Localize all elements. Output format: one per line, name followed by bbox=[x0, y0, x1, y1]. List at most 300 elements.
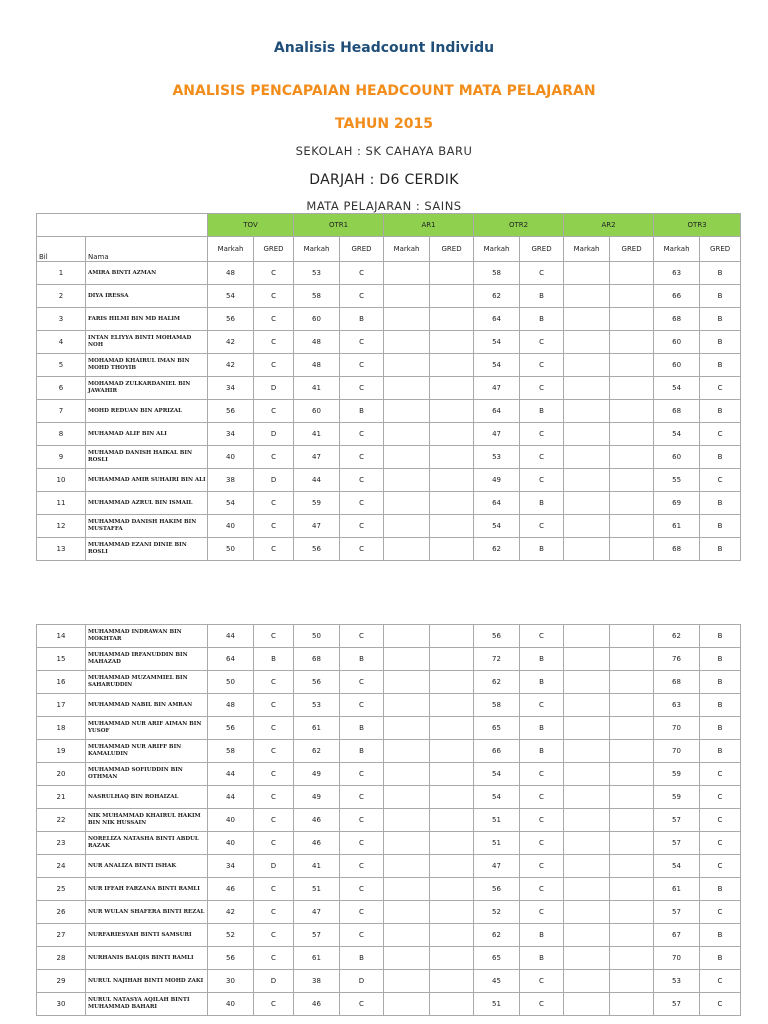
ar1-gred-cell bbox=[430, 671, 474, 694]
otr3-markah-cell: 57 bbox=[654, 993, 700, 1016]
otr1-gred-cell: B bbox=[340, 400, 384, 423]
otr3-markah-cell: 63 bbox=[654, 694, 700, 717]
tov-markah-cell: 34 bbox=[208, 423, 254, 446]
student-name-cell: MUHAMMAD NUR ARIFF BIN KAMALUDIN bbox=[86, 740, 208, 763]
ar2-gred-cell bbox=[610, 832, 654, 855]
student-name-cell: FARIS HILMI BIN MD HALIM bbox=[86, 308, 208, 331]
markah-header: Markah bbox=[564, 237, 610, 262]
otr3-markah-cell: 70 bbox=[654, 947, 700, 970]
ar1-gred-cell bbox=[430, 308, 474, 331]
otr1-gred-cell: C bbox=[340, 763, 384, 786]
otr2-gred-cell: C bbox=[520, 377, 564, 400]
bil-cell: 1 bbox=[37, 262, 86, 285]
tov-markah-cell: 40 bbox=[208, 832, 254, 855]
student-name-cell: NURFARIESYAH BINTI SAMSURI bbox=[86, 924, 208, 947]
group-header-row bbox=[37, 214, 741, 237]
student-name-cell: NUR IFFAH FARZANA BINTI RAMLI bbox=[86, 878, 208, 901]
bil-cell: 12 bbox=[37, 515, 86, 538]
tov-gred-cell: C bbox=[254, 625, 294, 648]
otr2-markah-cell: 54 bbox=[474, 515, 520, 538]
otr1-markah-cell: 53 bbox=[294, 694, 340, 717]
otr2-markah-cell: 54 bbox=[474, 331, 520, 354]
tov-markah-cell: 50 bbox=[208, 538, 254, 561]
bil-cell: 22 bbox=[37, 809, 86, 832]
table-row bbox=[37, 970, 741, 993]
tov-markah-cell: 52 bbox=[208, 924, 254, 947]
table-row bbox=[37, 786, 741, 809]
otr2-markah-cell: 64 bbox=[474, 308, 520, 331]
student-name-cell: MUHAMMAD INDRAWAN BIN MOKHTAR bbox=[86, 625, 208, 648]
table-row bbox=[37, 400, 741, 423]
tov-markah-cell: 48 bbox=[208, 694, 254, 717]
ar2-gred-cell bbox=[610, 671, 654, 694]
bil-cell: 15 bbox=[37, 648, 86, 671]
ar1-markah-cell bbox=[384, 809, 430, 832]
otr2-gred-cell: B bbox=[520, 538, 564, 561]
otr2-gred-cell: C bbox=[520, 694, 564, 717]
tov-markah-cell: 44 bbox=[208, 763, 254, 786]
ar1-markah-cell bbox=[384, 469, 430, 492]
ar1-gred-cell bbox=[430, 947, 474, 970]
ar1-gred-cell bbox=[430, 855, 474, 878]
student-name-cell: MOHD REDUAN BIN APRIZAL bbox=[86, 400, 208, 423]
student-name-cell: NURHANIS BALQIS BINTI RAMLI bbox=[86, 947, 208, 970]
ar2-markah-cell bbox=[564, 878, 610, 901]
ar2-markah-cell bbox=[564, 694, 610, 717]
student-name-cell: MUHAMMAD NUR ARIF AIMAN BIN YUSOF bbox=[86, 717, 208, 740]
otr1-markah-cell: 41 bbox=[294, 377, 340, 400]
subject-name: MATA PELAJARAN : SAINS bbox=[306, 199, 462, 213]
student-name-cell: NASRULHAQ BIN ROHAIZAL bbox=[86, 786, 208, 809]
ar2-markah-cell bbox=[564, 515, 610, 538]
ar1-markah-cell bbox=[384, 901, 430, 924]
ar1-gred-cell bbox=[430, 285, 474, 308]
ar2-gred-cell bbox=[610, 901, 654, 924]
otr2-gred-cell: C bbox=[520, 809, 564, 832]
gred-header: GRED bbox=[430, 237, 474, 262]
ar1-gred-cell bbox=[430, 924, 474, 947]
otr1-gred-cell: C bbox=[340, 354, 384, 377]
student-name-cell: MOHAMAD KHAIRUL IMAN BIN MOHD THOYIB bbox=[86, 354, 208, 377]
otr1-markah-cell: 59 bbox=[294, 492, 340, 515]
otr1-gred-cell: C bbox=[340, 446, 384, 469]
ar2-markah-cell bbox=[564, 970, 610, 993]
otr3-gred-cell: C bbox=[700, 809, 741, 832]
ar1-markah-cell bbox=[384, 625, 430, 648]
ar2-gred-cell bbox=[610, 538, 654, 561]
otr2-gred-cell: B bbox=[520, 492, 564, 515]
table-row bbox=[37, 740, 741, 763]
ar2-markah-cell bbox=[564, 763, 610, 786]
otr3-gred-cell: B bbox=[700, 331, 741, 354]
otr2-gred-cell: C bbox=[520, 469, 564, 492]
otr2-gred-cell: C bbox=[520, 878, 564, 901]
otr3-markah-cell: 61 bbox=[654, 878, 700, 901]
ar1-gred-cell bbox=[430, 786, 474, 809]
ar1-gred-cell bbox=[430, 694, 474, 717]
otr2-gred-cell: C bbox=[520, 832, 564, 855]
otr3-gred-cell: C bbox=[700, 423, 741, 446]
otr3-gred-cell: B bbox=[700, 878, 741, 901]
ar1-gred-cell bbox=[430, 400, 474, 423]
ar1-markah-cell bbox=[384, 671, 430, 694]
otr2-gred-cell: C bbox=[520, 331, 564, 354]
otr1-gred-cell: C bbox=[340, 625, 384, 648]
otr1-markah-cell: 58 bbox=[294, 285, 340, 308]
otr3-markah-cell: 60 bbox=[654, 354, 700, 377]
ar2-markah-cell bbox=[564, 446, 610, 469]
otr3-gred-cell: B bbox=[700, 648, 741, 671]
otr2-markah-cell: 51 bbox=[474, 832, 520, 855]
otr1-gred-cell: C bbox=[340, 924, 384, 947]
otr3-markah-cell: 57 bbox=[654, 809, 700, 832]
otr2-markah-cell: 52 bbox=[474, 901, 520, 924]
tov-markah-cell: 30 bbox=[208, 970, 254, 993]
otr3-markah-cell: 55 bbox=[654, 469, 700, 492]
tov-gred-cell: C bbox=[254, 993, 294, 1016]
otr3-markah-cell: 57 bbox=[654, 832, 700, 855]
otr2-gred-cell: B bbox=[520, 924, 564, 947]
otr1-markah-cell: 49 bbox=[294, 786, 340, 809]
ar1-markah-cell bbox=[384, 331, 430, 354]
tov-markah-cell: 44 bbox=[208, 625, 254, 648]
ar2-markah-cell bbox=[564, 947, 610, 970]
otr1-gred-cell: C bbox=[340, 878, 384, 901]
group-header-ar2: AR2 bbox=[564, 214, 654, 237]
ar2-markah-cell bbox=[564, 924, 610, 947]
tov-markah-cell: 40 bbox=[208, 515, 254, 538]
ar1-gred-cell bbox=[430, 423, 474, 446]
otr2-markah-cell: 62 bbox=[474, 538, 520, 561]
student-name-cell: MUHAMMAD DANISH HAKIM BIN MUSTAFFA bbox=[86, 515, 208, 538]
tov-markah-cell: 64 bbox=[208, 648, 254, 671]
ar2-markah-cell bbox=[564, 625, 610, 648]
otr1-markah-cell: 47 bbox=[294, 446, 340, 469]
student-name-cell: MOHAMAD ZULKARDANIEL BIN JAWAHIR bbox=[86, 377, 208, 400]
otr1-gred-cell: C bbox=[340, 694, 384, 717]
ar2-gred-cell bbox=[610, 400, 654, 423]
ar2-gred-cell bbox=[610, 331, 654, 354]
bil-cell: 10 bbox=[37, 469, 86, 492]
tov-gred-cell: C bbox=[254, 331, 294, 354]
column-header-row bbox=[37, 237, 741, 262]
ar1-markah-cell bbox=[384, 924, 430, 947]
table-row bbox=[37, 878, 741, 901]
headcount-table-page-2 bbox=[36, 624, 741, 1016]
tov-markah-cell: 56 bbox=[208, 717, 254, 740]
tov-gred-cell: C bbox=[254, 809, 294, 832]
gred-header: GRED bbox=[520, 237, 564, 262]
otr3-markah-cell: 60 bbox=[654, 446, 700, 469]
ar2-gred-cell bbox=[610, 924, 654, 947]
otr2-markah-cell: 65 bbox=[474, 717, 520, 740]
otr2-markah-cell: 51 bbox=[474, 993, 520, 1016]
ar2-gred-cell bbox=[610, 423, 654, 446]
tov-markah-cell: 46 bbox=[208, 878, 254, 901]
otr3-markah-cell: 54 bbox=[654, 423, 700, 446]
otr2-gred-cell: B bbox=[520, 671, 564, 694]
ar1-markah-cell bbox=[384, 354, 430, 377]
ar2-gred-cell bbox=[610, 262, 654, 285]
table-body-page-2 bbox=[37, 625, 741, 1016]
otr1-gred-cell: B bbox=[340, 717, 384, 740]
student-name-cell: MUHAMMAD IRFANUDDIN BIN MAHAZAD bbox=[86, 648, 208, 671]
tov-gred-cell: D bbox=[254, 855, 294, 878]
tov-gred-cell: C bbox=[254, 717, 294, 740]
table-row bbox=[37, 354, 741, 377]
otr1-markah-cell: 56 bbox=[294, 538, 340, 561]
otr2-markah-cell: 53 bbox=[474, 446, 520, 469]
bil-cell: 17 bbox=[37, 694, 86, 717]
markah-header: Markah bbox=[474, 237, 520, 262]
ar1-gred-cell bbox=[430, 740, 474, 763]
ar1-markah-cell bbox=[384, 538, 430, 561]
table-row bbox=[37, 671, 741, 694]
bil-cell: 23 bbox=[37, 832, 86, 855]
tov-markah-cell: 54 bbox=[208, 492, 254, 515]
tov-gred-cell: C bbox=[254, 924, 294, 947]
ar1-markah-cell bbox=[384, 446, 430, 469]
gred-header: GRED bbox=[700, 237, 741, 262]
otr2-gred-cell: B bbox=[520, 400, 564, 423]
otr1-gred-cell: C bbox=[340, 671, 384, 694]
otr1-gred-cell: C bbox=[340, 786, 384, 809]
student-name-cell: MUHAMAD ALIF BIN ALI bbox=[86, 423, 208, 446]
ar1-gred-cell bbox=[430, 625, 474, 648]
otr2-markah-cell: 62 bbox=[474, 671, 520, 694]
bil-cell: 30 bbox=[37, 993, 86, 1016]
otr2-markah-cell: 62 bbox=[474, 285, 520, 308]
ar2-gred-cell bbox=[610, 970, 654, 993]
tov-gred-cell: C bbox=[254, 878, 294, 901]
tov-gred-cell: C bbox=[254, 694, 294, 717]
table-body-page-1 bbox=[37, 262, 741, 561]
otr1-markah-cell: 48 bbox=[294, 354, 340, 377]
otr2-markah-cell: 58 bbox=[474, 262, 520, 285]
otr3-gred-cell: B bbox=[700, 671, 741, 694]
otr1-markah-cell: 56 bbox=[294, 671, 340, 694]
header-blank-cell bbox=[37, 214, 208, 237]
table-row bbox=[37, 763, 741, 786]
year-heading: TAHUN 2015 bbox=[335, 116, 433, 132]
otr3-markah-cell: 59 bbox=[654, 763, 700, 786]
student-name-cell: NUR WULAN SHAFERA BINTI REZAL bbox=[86, 901, 208, 924]
otr2-markah-cell: 64 bbox=[474, 400, 520, 423]
bil-cell: 13 bbox=[37, 538, 86, 561]
table-row bbox=[37, 285, 741, 308]
tov-gred-cell: C bbox=[254, 538, 294, 561]
bil-cell: 19 bbox=[37, 740, 86, 763]
otr3-gred-cell: B bbox=[700, 400, 741, 423]
tov-gred-cell: C bbox=[254, 354, 294, 377]
ar2-markah-cell bbox=[564, 993, 610, 1016]
otr3-gred-cell: B bbox=[700, 717, 741, 740]
ar2-gred-cell bbox=[610, 446, 654, 469]
bil-cell: 25 bbox=[37, 878, 86, 901]
otr1-gred-cell: C bbox=[340, 901, 384, 924]
student-name-cell: DIYA IRESSA bbox=[86, 285, 208, 308]
otr1-markah-cell: 47 bbox=[294, 901, 340, 924]
table-row bbox=[37, 308, 741, 331]
ar2-markah-cell bbox=[564, 648, 610, 671]
ar2-markah-cell bbox=[564, 855, 610, 878]
otr1-markah-cell: 41 bbox=[294, 423, 340, 446]
tov-gred-cell: C bbox=[254, 492, 294, 515]
tov-gred-cell: C bbox=[254, 515, 294, 538]
otr3-markah-cell: 54 bbox=[654, 855, 700, 878]
student-name-cell: NURUL NAJIHAH BINTI MOHD ZAKI bbox=[86, 970, 208, 993]
otr1-markah-cell: 50 bbox=[294, 625, 340, 648]
ar1-gred-cell bbox=[430, 331, 474, 354]
otr1-markah-cell: 61 bbox=[294, 947, 340, 970]
markah-header: Markah bbox=[294, 237, 340, 262]
table-row bbox=[37, 625, 741, 648]
ar2-gred-cell bbox=[610, 740, 654, 763]
gred-header: GRED bbox=[610, 237, 654, 262]
ar1-gred-cell bbox=[430, 901, 474, 924]
ar1-markah-cell bbox=[384, 400, 430, 423]
ar1-markah-cell bbox=[384, 740, 430, 763]
otr3-markah-cell: 69 bbox=[654, 492, 700, 515]
ar1-gred-cell bbox=[430, 832, 474, 855]
bil-cell: 20 bbox=[37, 763, 86, 786]
ar1-gred-cell bbox=[430, 446, 474, 469]
ar2-markah-cell bbox=[564, 285, 610, 308]
otr1-markah-cell: 62 bbox=[294, 740, 340, 763]
tov-gred-cell: C bbox=[254, 671, 294, 694]
ar2-gred-cell bbox=[610, 377, 654, 400]
otr2-gred-cell: B bbox=[520, 648, 564, 671]
ar2-gred-cell bbox=[610, 354, 654, 377]
markah-header: Markah bbox=[384, 237, 430, 262]
student-name-cell: NUR ANALIZA BINTI ISHAK bbox=[86, 855, 208, 878]
bil-cell: 7 bbox=[37, 400, 86, 423]
otr1-markah-cell: 68 bbox=[294, 648, 340, 671]
ar2-gred-cell bbox=[610, 308, 654, 331]
group-header-ar1: AR1 bbox=[384, 214, 474, 237]
student-name-cell: MUHAMMAD NABIL BIN AMRAN bbox=[86, 694, 208, 717]
otr3-markah-cell: 54 bbox=[654, 377, 700, 400]
ar2-markah-cell bbox=[564, 671, 610, 694]
ar1-markah-cell bbox=[384, 763, 430, 786]
ar1-gred-cell bbox=[430, 970, 474, 993]
student-name-cell: NIK MUHAMMAD KHAIRUL HAKIM BIN NIK HUSSAIN bbox=[86, 809, 208, 832]
otr2-markah-cell: 51 bbox=[474, 809, 520, 832]
ar1-markah-cell bbox=[384, 262, 430, 285]
tov-markah-cell: 48 bbox=[208, 262, 254, 285]
ar2-markah-cell bbox=[564, 308, 610, 331]
ar2-gred-cell bbox=[610, 763, 654, 786]
otr1-markah-cell: 44 bbox=[294, 469, 340, 492]
ar2-markah-cell bbox=[564, 469, 610, 492]
otr1-markah-cell: 48 bbox=[294, 331, 340, 354]
student-name-cell: MUHAMMAD SOFIUDDIN BIN OTHMAN bbox=[86, 763, 208, 786]
otr3-gred-cell: B bbox=[700, 740, 741, 763]
table-row bbox=[37, 469, 741, 492]
tov-gred-cell: C bbox=[254, 262, 294, 285]
ar1-gred-cell bbox=[430, 469, 474, 492]
ar1-markah-cell bbox=[384, 285, 430, 308]
ar1-markah-cell bbox=[384, 648, 430, 671]
ar1-markah-cell bbox=[384, 947, 430, 970]
ar1-markah-cell bbox=[384, 515, 430, 538]
otr1-markah-cell: 46 bbox=[294, 832, 340, 855]
otr2-gred-cell: B bbox=[520, 740, 564, 763]
bil-cell: 16 bbox=[37, 671, 86, 694]
markah-header: Markah bbox=[208, 237, 254, 262]
otr1-gred-cell: C bbox=[340, 538, 384, 561]
ar2-gred-cell bbox=[610, 648, 654, 671]
table-row bbox=[37, 515, 741, 538]
ar2-gred-cell bbox=[610, 625, 654, 648]
ar1-markah-cell bbox=[384, 377, 430, 400]
tov-gred-cell: C bbox=[254, 832, 294, 855]
ar2-gred-cell bbox=[610, 492, 654, 515]
otr1-gred-cell: C bbox=[340, 331, 384, 354]
tov-gred-cell: C bbox=[254, 786, 294, 809]
otr3-markah-cell: 68 bbox=[654, 400, 700, 423]
ar2-markah-cell bbox=[564, 377, 610, 400]
otr3-markah-cell: 68 bbox=[654, 308, 700, 331]
otr2-gred-cell: C bbox=[520, 855, 564, 878]
bil-cell: 18 bbox=[37, 717, 86, 740]
table-row bbox=[37, 855, 741, 878]
bil-cell: 26 bbox=[37, 901, 86, 924]
ar2-gred-cell bbox=[610, 285, 654, 308]
otr2-markah-cell: 54 bbox=[474, 786, 520, 809]
otr1-gred-cell: C bbox=[340, 515, 384, 538]
otr3-gred-cell: B bbox=[700, 515, 741, 538]
otr3-gred-cell: C bbox=[700, 377, 741, 400]
tov-markah-cell: 54 bbox=[208, 285, 254, 308]
tov-markah-cell: 34 bbox=[208, 855, 254, 878]
nama-header: Nama bbox=[86, 237, 208, 262]
student-name-cell: MUHAMMAD EZANI DINIE BIN ROSLI bbox=[86, 538, 208, 561]
ar1-markah-cell bbox=[384, 878, 430, 901]
ar1-markah-cell bbox=[384, 970, 430, 993]
otr2-markah-cell: 54 bbox=[474, 763, 520, 786]
otr3-gred-cell: C bbox=[700, 786, 741, 809]
student-name-cell: INTAN ELIYYA BINTI MOHAMAD NOH bbox=[86, 331, 208, 354]
tov-gred-cell: C bbox=[254, 446, 294, 469]
otr1-markah-cell: 47 bbox=[294, 515, 340, 538]
otr3-markah-cell: 63 bbox=[654, 262, 700, 285]
ar1-gred-cell bbox=[430, 809, 474, 832]
ar1-markah-cell bbox=[384, 786, 430, 809]
otr1-gred-cell: C bbox=[340, 423, 384, 446]
tov-gred-cell: C bbox=[254, 308, 294, 331]
tov-markah-cell: 42 bbox=[208, 901, 254, 924]
tov-gred-cell: C bbox=[254, 740, 294, 763]
ar1-gred-cell bbox=[430, 377, 474, 400]
otr1-gred-cell: C bbox=[340, 993, 384, 1016]
document-title: Analisis Headcount Individu bbox=[273, 40, 495, 56]
otr1-markah-cell: 41 bbox=[294, 855, 340, 878]
otr2-gred-cell: C bbox=[520, 786, 564, 809]
student-name-cell: AMIRA BINTI AZMAN bbox=[86, 262, 208, 285]
ar2-markah-cell bbox=[564, 717, 610, 740]
otr2-gred-cell: B bbox=[520, 947, 564, 970]
otr3-markah-cell: 67 bbox=[654, 924, 700, 947]
otr3-gred-cell: B bbox=[700, 947, 741, 970]
ar2-markah-cell bbox=[564, 901, 610, 924]
otr3-gred-cell: C bbox=[700, 970, 741, 993]
otr3-gred-cell: B bbox=[700, 924, 741, 947]
otr1-markah-cell: 61 bbox=[294, 717, 340, 740]
otr1-markah-cell: 57 bbox=[294, 924, 340, 947]
tov-gred-cell: C bbox=[254, 285, 294, 308]
school-name: SEKOLAH : SK CAHAYA BARU bbox=[295, 144, 473, 158]
